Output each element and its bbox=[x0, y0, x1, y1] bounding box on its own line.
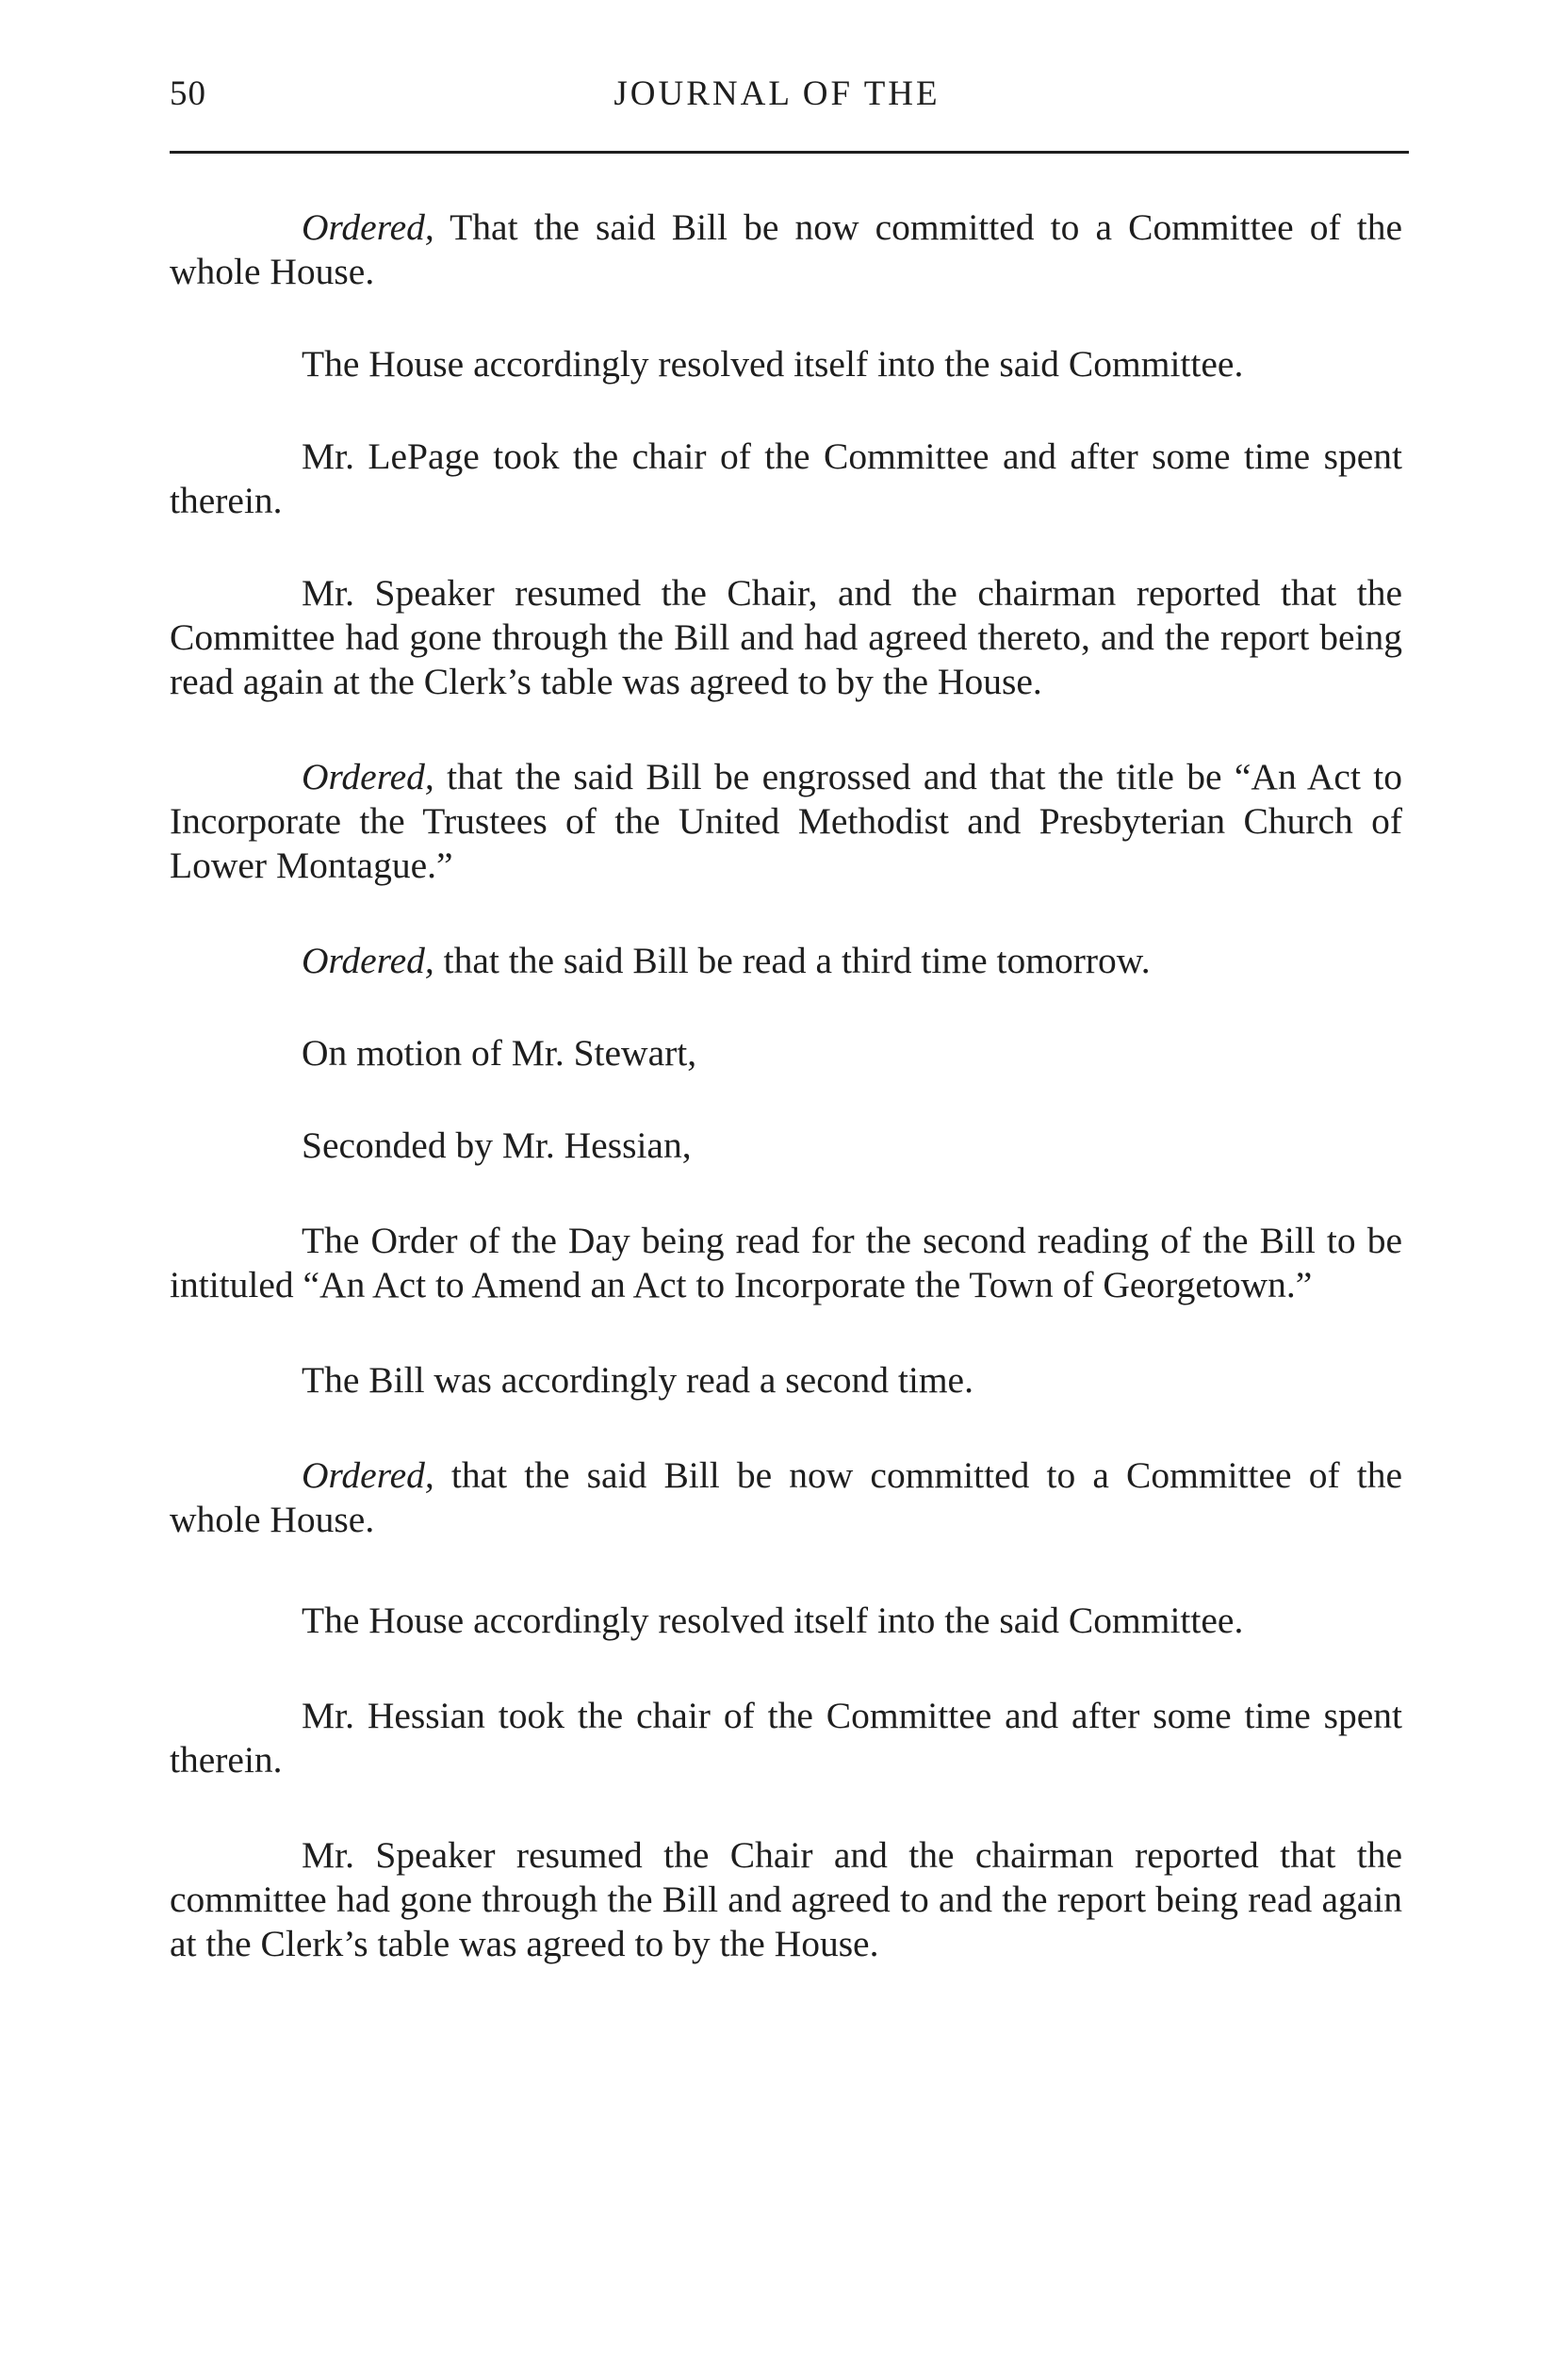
paragraph-text: That the said Bill be now committed to a Committee of the whole House. bbox=[170, 206, 1402, 292]
paragraph-text: Mr. Hessian took the chair of the Committee and after some time spent therein. bbox=[170, 1695, 1402, 1781]
header-rule bbox=[170, 151, 1409, 154]
paragraph-lepage-chair bbox=[170, 435, 1402, 523]
paragraph-order-of-day bbox=[170, 1219, 1402, 1307]
paragraph-second-reading bbox=[170, 1358, 1402, 1403]
paragraph-text: The Order of the Day being read for the second reading of the Bill to be intituled “An Act to Amend an Act to Incorporate the Town of Georgetown.” bbox=[170, 1220, 1402, 1305]
paragraph-text: On motion of Mr. Stewart, bbox=[302, 1032, 697, 1074]
paragraph-house-resolved bbox=[170, 342, 1402, 386]
paragraph-motion bbox=[170, 1031, 1402, 1075]
ordered-label: Ordered, bbox=[302, 1454, 434, 1496]
paragraph-seconded bbox=[170, 1124, 1402, 1168]
paragraph-text: The House accordingly resolved itself into the said Committee. bbox=[302, 1600, 1244, 1641]
page-number: 50 bbox=[170, 74, 206, 113]
paragraph-hessian-chair bbox=[170, 1694, 1402, 1782]
page-header bbox=[0, 74, 1554, 130]
paragraph-text: that the said Bill be read a third time tomorrow. bbox=[433, 940, 1151, 981]
paragraph-speaker-resumed bbox=[170, 571, 1402, 704]
paragraph-text: Mr. LePage took the chair of the Committee and after some time spent therein. bbox=[170, 435, 1402, 521]
paragraph-text: Mr. Speaker resumed the Chair, and the chairman reported that the Committee had gone through the Bill and had agreed thereto, and the report being read again at the Clerk’s table was agreed to by the House. bbox=[170, 572, 1402, 702]
paragraph-text: that the said Bill be now committed to a Committee of the whole House. bbox=[170, 1454, 1402, 1540]
paragraph-text: The House accordingly resolved itself into the said Committee. bbox=[302, 343, 1244, 385]
paragraph-text: The Bill was accordingly read a second time. bbox=[302, 1359, 973, 1401]
paragraph-text: that the said Bill be engrossed and that the title be “An Act to Incorporate the Trustees of the United Methodist and Presbyterian Church of Lower Montague.” bbox=[170, 756, 1402, 886]
paragraph-ordered-committee-2 bbox=[170, 1453, 1402, 1542]
paragraph-text: Mr. Speaker resumed the Chair and the chairman reported that the committee had gone through the Bill and agreed to and the report being read again at the Clerk’s table was agreed to by the House. bbox=[170, 1834, 1402, 1964]
paragraph-ordered-third-reading bbox=[170, 939, 1402, 983]
paragraph-ordered-committee bbox=[170, 205, 1402, 294]
paragraph-ordered-engrossed bbox=[170, 755, 1402, 888]
ordered-label: Ordered, bbox=[302, 206, 434, 248]
journal-body bbox=[170, 205, 1402, 1966]
paragraph-text: Seconded by Mr. Hessian, bbox=[302, 1124, 692, 1166]
ordered-label: Ordered, bbox=[302, 940, 434, 981]
paragraph-speaker-resumed-2 bbox=[170, 1833, 1402, 1966]
running-head: JOURNAL OF THE bbox=[613, 74, 941, 113]
ordered-label: Ordered, bbox=[302, 756, 434, 797]
paragraph-house-resolved-2 bbox=[170, 1599, 1402, 1643]
